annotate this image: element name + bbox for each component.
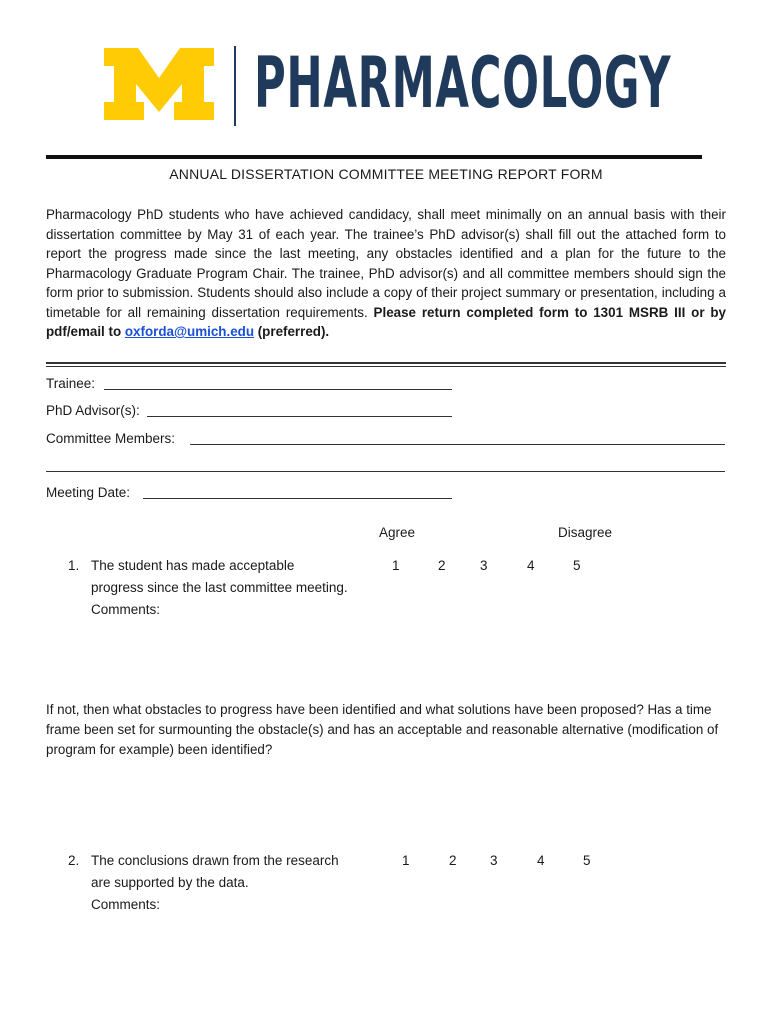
question-2-number: 2.	[68, 853, 80, 868]
committee-field[interactable]	[190, 444, 725, 445]
department-wordmark: PHARMACOLOGY	[254, 42, 672, 124]
q2-rating-2[interactable]: 2	[449, 853, 457, 868]
advisor-field[interactable]	[147, 416, 452, 417]
agree-label: Agree	[379, 525, 416, 540]
obstacles-question: If not, then what obstacles to progress have been identified and what solutions have been proposed? Has a time frame been set for surmounting the obstacle(s) and has an acceptable and reasonable alternative (modification of program for example) been identified?	[46, 702, 719, 757]
question-1-comments-label: Comments:	[91, 602, 161, 617]
disagree-label: Disagree	[558, 525, 613, 540]
return-instructions-end: (preferred).	[254, 324, 330, 339]
meeting-date-label: Meeting Date:	[46, 485, 131, 500]
intro-paragraph	[46, 205, 726, 342]
header-rule	[46, 155, 702, 159]
meeting-date-field[interactable]	[143, 498, 452, 499]
question-2-line-2: are supported by the data.	[91, 875, 249, 890]
logo-divider	[234, 46, 236, 126]
header-logo	[104, 44, 674, 128]
q1-rating-3[interactable]: 3	[480, 558, 488, 573]
q2-rating-5[interactable]: 5	[583, 853, 591, 868]
intro-text: Pharmacology PhD students who have achieved candidacy, shall meet minimally on an annual basis with their dissertation committee by May 31 of each year. The trainee’s PhD advisor(s) shall fill out the attached form to report the progress made since the last meeting, any obstacles identified and a plan for the future to the Pharmacology Graduate Program Chair. The trainee, PhD advisor(s) and all committee members should sign the form prior to submission. Students should also include a copy of their project summary or presentation, including a timetable for all remaining dissertation requirements.	[46, 207, 726, 320]
question-2-line-1: The conclusions drawn from the research	[91, 853, 339, 868]
committee-label: Committee Members:	[46, 431, 176, 446]
email-link[interactable]: oxforda@umich.edu	[124, 324, 254, 339]
return-instructions-text: Please return completed form to 1301 MSRB III or by pdf/email to	[46, 304, 726, 339]
section-divider	[46, 362, 726, 367]
q1-rating-4[interactable]: 4	[527, 558, 535, 573]
question-1-number: 1.	[68, 558, 80, 573]
q2-rating-3[interactable]: 3	[490, 853, 498, 868]
trainee-field[interactable]	[104, 389, 452, 390]
block-m-logo-icon	[104, 48, 214, 120]
question-1	[91, 555, 381, 621]
question-2	[91, 850, 381, 916]
trainee-label: Trainee:	[46, 376, 96, 391]
committee-field-extra[interactable]	[46, 471, 725, 472]
q2-rating-4[interactable]: 4	[537, 853, 545, 868]
q1-rating-2[interactable]: 2	[438, 558, 446, 573]
question-2-comments-label: Comments:	[91, 897, 161, 912]
question-1-line-1: The student has made acceptable	[91, 558, 295, 573]
q2-rating-1[interactable]: 1	[402, 853, 410, 868]
q1-rating-5[interactable]: 5	[573, 558, 581, 573]
question-1-line-2: progress since the last committee meeting.	[91, 580, 348, 595]
q1-rating-1[interactable]: 1	[392, 558, 400, 573]
advisor-label: PhD Advisor(s):	[46, 403, 140, 418]
form-title: ANNUAL DISSERTATION COMMITTEE MEETING REPORT FORM	[169, 166, 603, 182]
